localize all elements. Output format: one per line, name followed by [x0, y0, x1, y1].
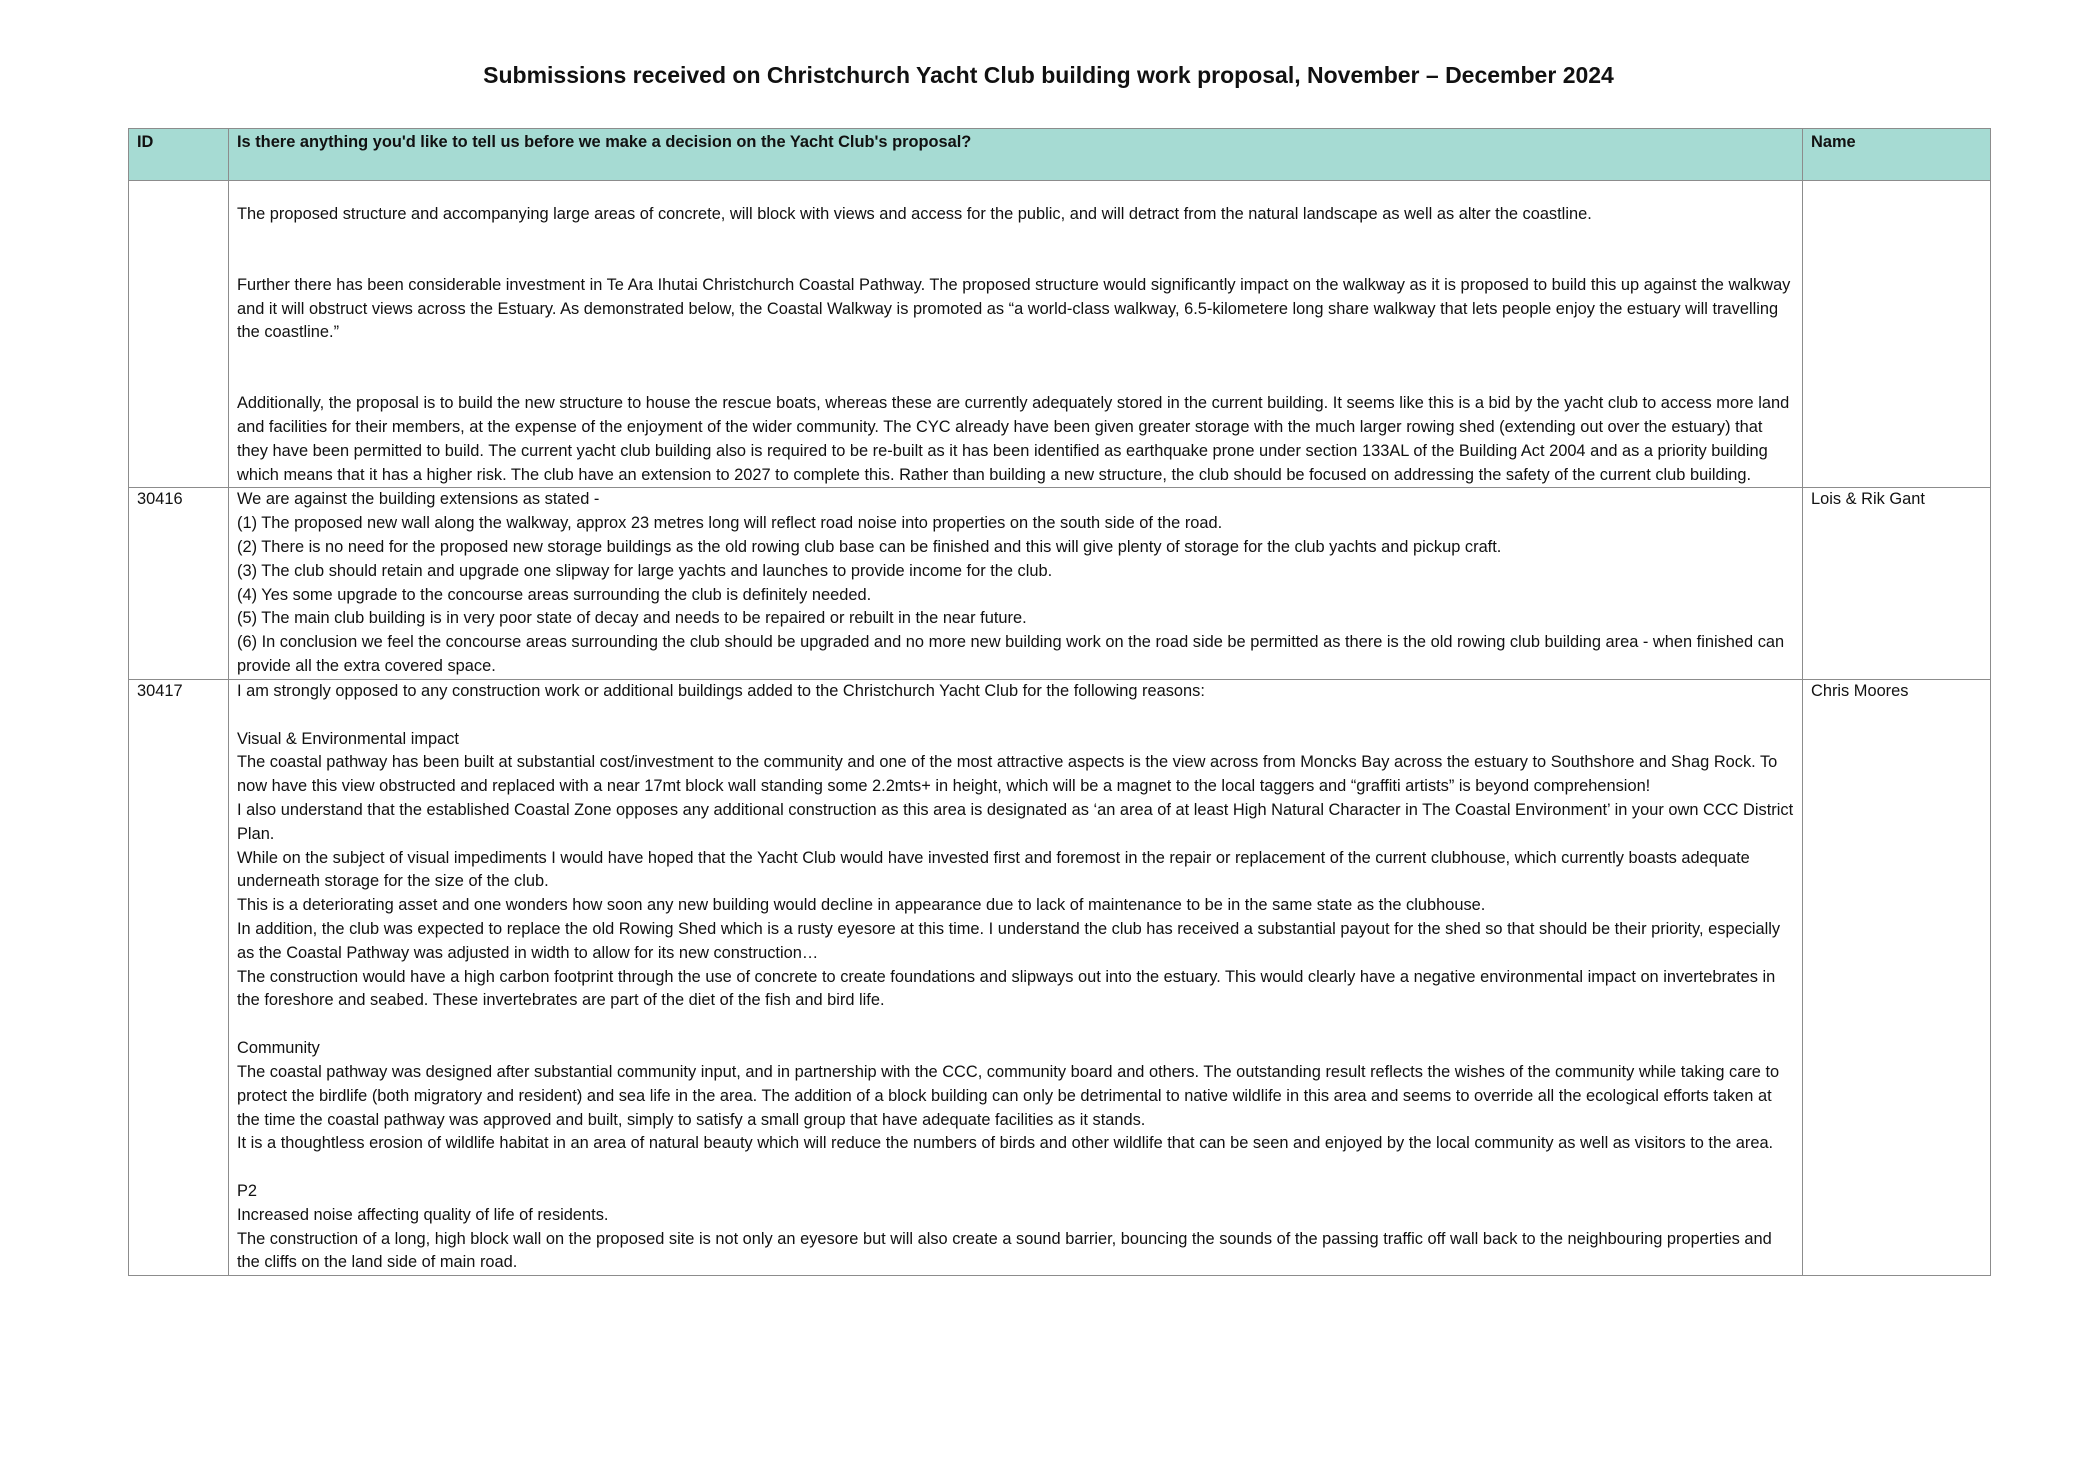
comment-line: The coastal pathway was designed after substantial community input, and in partnership with the CCC, community board and others. The outstanding result reflects the wishes of the community while taking care to protect the birdlife (both migratory and resident) and sea life in the area. The addition of a block building can only be detrimental to native wildlife in this area and seems to override all the ecological efforts taken at the time the coastal pathway was approved and built, simply to satisfy a small group that have adequate facilities as it stands. — [237, 1062, 1780, 1129]
comment-subheading: Visual & Environmental impact — [237, 729, 459, 748]
comment-line: (2) There is no need for the proposed new storage buildings as the old rowing club base can be finished and this will give plenty of storage for the club yachts and pickup craft. — [237, 537, 1502, 556]
submission-comment — [229, 679, 1803, 1276]
header-id: ID — [129, 129, 229, 181]
comment-subheading: P2 — [237, 1182, 258, 1201]
page-title: Submissions received on Christchurch Yacht Club building work proposal, November – December 2024 — [483, 62, 1614, 88]
submitter-name — [1803, 181, 1991, 488]
comment-line: (6) In conclusion we feel the concourse areas surrounding the club should be upgraded and no more new building work on the road side be permitted as there is the old rowing club building area - when finished can provide all the extra covered space. — [237, 633, 1785, 675]
header-comment: Is there anything you'd like to tell us before we make a decision on the Yacht Club's proposal? — [229, 129, 1803, 181]
submission-comment — [229, 181, 1803, 488]
comment-line: I am strongly opposed to any construction work or additional buildings added to the Christchurch Yacht Club for the following reasons: — [237, 681, 1205, 700]
submission-id: 30416 — [129, 488, 229, 679]
submission-comment — [229, 488, 1803, 679]
comment-line: The coastal pathway has been built at substantial cost/investment to the community and one of the most attractive aspects is the view across from Moncks Bay across the estuary to Southshore and Shag Rock. To now have this view obstructed and replaced with a near 17mt block wall standing some 2.2mts+ in height, which will be a magnet to the local taggers and “graffiti artists” is beyond comprehension! — [237, 753, 1778, 796]
submissions-table — [128, 128, 1991, 1276]
comment-paragraph: Additionally, the proposal is to build the new structure to house the rescue boats, whereas these are currently adequately stored in the current building. It seems like this is a bid by the yacht club to access more land and facilities for their members, at the expense of the enjoyment of the wider community. The CYC already have been given greater storage with the much larger rowing shed (extending out over the estuary) that they have been permitted to build. The current yacht club building also is required to be re-built as it has been identified as earthquake prone under section 133AL of the Building Act 2004 and as a priority building which means that it has a higher risk. The club have an extension to 2027 to complete this. Rather than building a new structure, the club should be focused on addressing the safety of the current club building. — [237, 394, 1790, 484]
table-row — [129, 679, 1991, 1276]
comment-line: The construction would have a high carbon footprint through the use of concrete to create foundations and slipways out into the estuary. This would clearly have a negative environmental impact on invertebrates in the foreshore and seabed. These invertebrates are part of the diet of the fish and bird life. — [237, 967, 1776, 1010]
header-name: Name — [1803, 129, 1991, 181]
comment-line: (3) The club should retain and upgrade one slipway for large yachts and launches to provide income for the club. — [237, 561, 1053, 580]
submitter-name: Chris Moores — [1803, 679, 1991, 1276]
table-row — [129, 488, 1991, 679]
comment-line: We are against the building extensions as stated - — [237, 490, 600, 509]
comment-line: This is a deteriorating asset and one wonders how soon any new building would decline in appearance due to lack of maintenance to be in the same state as the clubhouse. — [237, 896, 1486, 915]
table-header-row — [129, 129, 1991, 181]
comment-line: I also understand that the established Coastal Zone opposes any additional construction as this area is designated as ‘an area of at least High Natural Character in The Coastal Environment’ in your own CCC District Plan. — [237, 800, 1794, 843]
comment-line: (5) The main club building is in very poor state of decay and needs to be repaired or rebuilt in the near future. — [237, 609, 1027, 628]
comment-paragraph: The proposed structure and accompanying large areas of concrete, will block with views and access for the public, and will detract from the natural landscape as well as alter the coastline. — [237, 205, 1592, 223]
comment-line: The construction of a long, high block wall on the proposed site is not only an eyesore but will also create a sound barrier, bouncing the sounds of the passing traffic off wall back to the neighbouring properties and the cliffs on the land side of main road. — [237, 1229, 1772, 1272]
comment-line: While on the subject of visual impediments I would have hoped that the Yacht Club would have invested first and foremost in the repair or replacement of the current clubhouse, which currently boasts adequate underneath storage for the size of the club. — [237, 848, 1750, 891]
submission-id: 30417 — [129, 679, 229, 1276]
comment-paragraph: Further there has been considerable investment in Te Ara Ihutai Christchurch Coastal Pathway. The proposed structure would significantly impact on the walkway as it is proposed to build this up against the walkway and it will obstruct views across the Estuary. As demonstrated below, the Coastal Walkway is promoted as “a world-class walkway, 6.5-kilometere long share walkway that lets people enjoy the estuary will travelling the coastline.” — [237, 275, 1791, 342]
comment-line: In addition, the club was expected to replace the old Rowing Shed which is a rusty eyesore at this time. I understand the club has received a substantial payout for the shed so that should be their priority, especially as the Coastal Pathway was adjusted in width to allow for its new construction… — [237, 919, 1781, 962]
submission-id — [129, 181, 229, 488]
comment-subheading: Community — [237, 1039, 320, 1058]
submitter-name: Lois & Rik Gant — [1803, 488, 1991, 679]
comment-line: (4) Yes some upgrade to the concourse areas surrounding the club is definitely needed. — [237, 585, 872, 604]
comment-line: Increased noise affecting quality of life of residents. — [237, 1205, 609, 1224]
comment-line: It is a thoughtless erosion of wildlife habitat in an area of natural beauty which will reduce the numbers of birds and other wildlife that can be seen and enjoyed by the local community as well as visitors to the area. — [237, 1134, 1774, 1153]
table-row — [129, 181, 1991, 488]
comment-line: (1) The proposed new wall along the walkway, approx 23 metres long will reflect road noise into properties on the south side of the road. — [237, 514, 1223, 533]
